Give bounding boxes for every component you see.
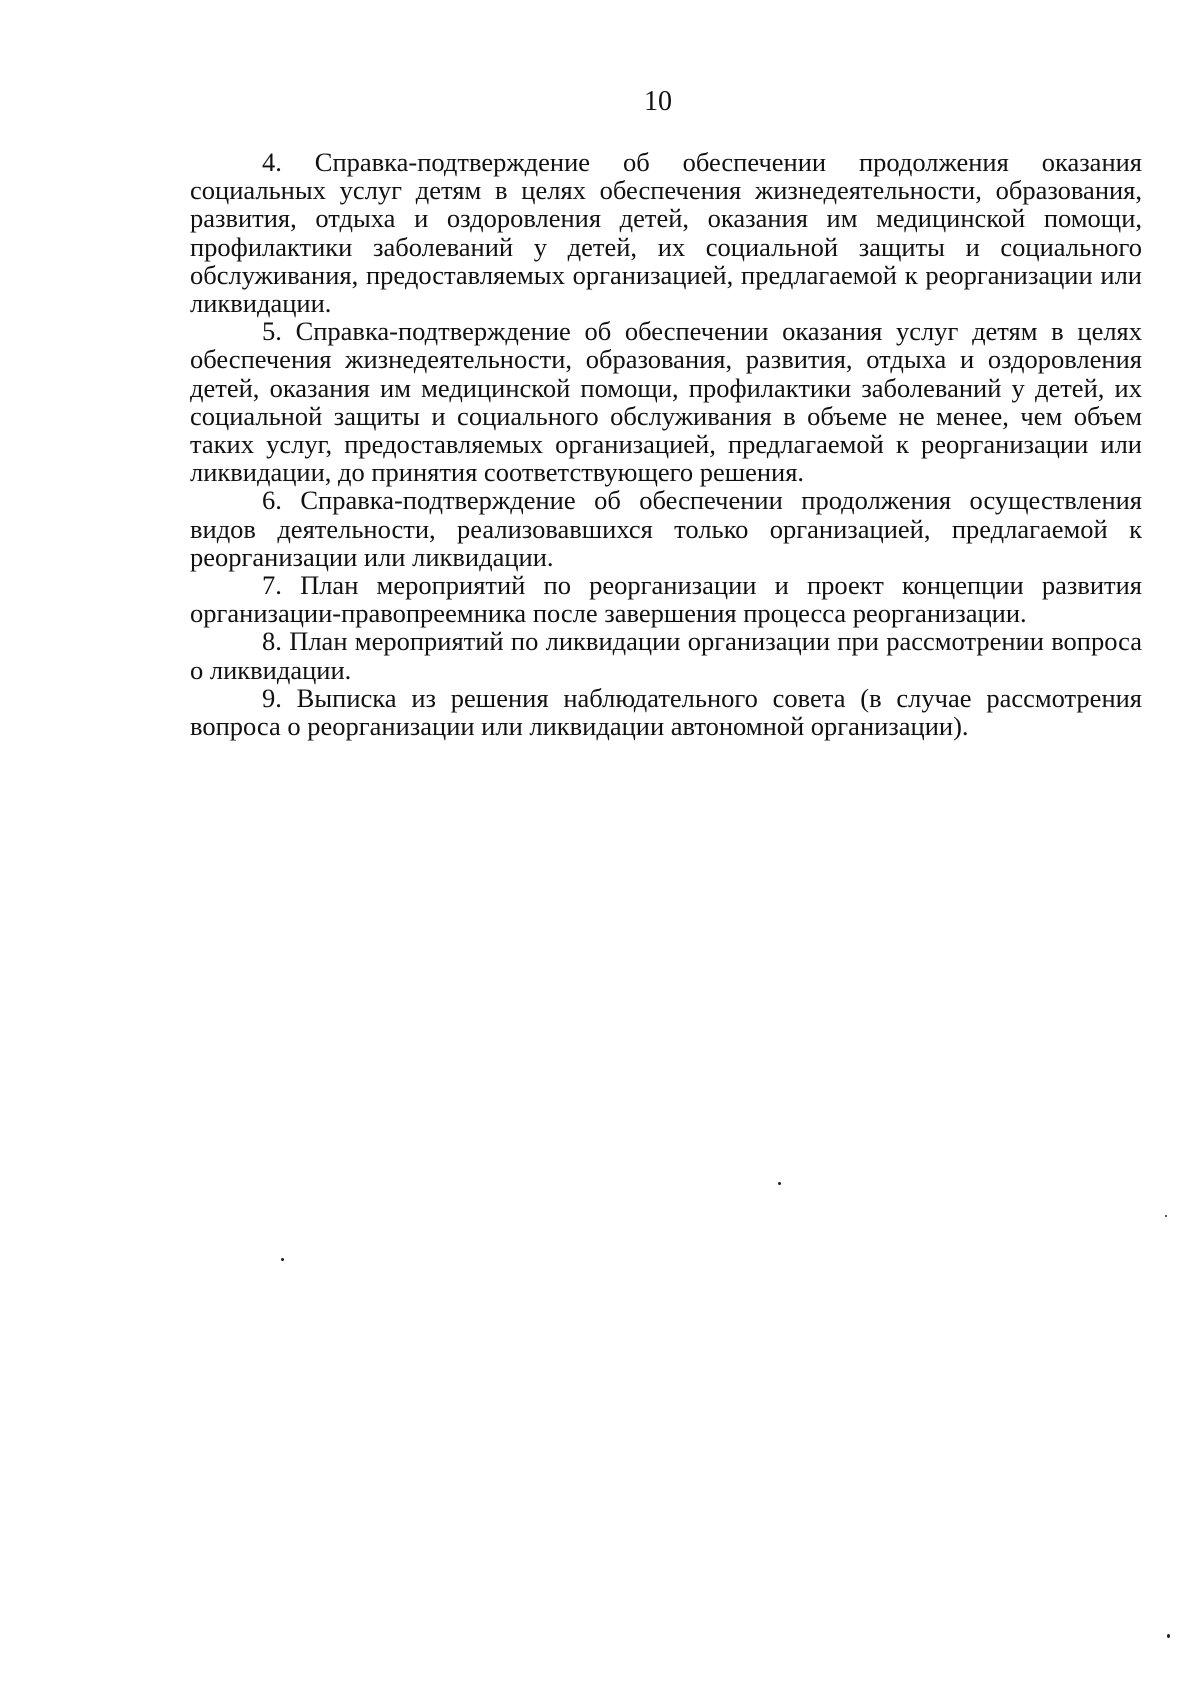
scan-speck (778, 1182, 781, 1185)
paragraph-item-9: 9. Выписка из решения наблюдательного совета (в случае рассмотрения вопроса о реорганизации или ликвидации автономной организации). (190, 682, 1142, 742)
scan-speck (1167, 1634, 1170, 1638)
paragraph-item-4: 4. Справка-подтверждение об обеспечении продолжения оказания социальных услуг детям в целях обеспечения жизнедеятельности, образования, развития, отдыха и оздоровления детей, оказания им медицинской помощи, профилактики заболеваний у детей, их социальной защиты и социального обслуживания, предоставляемых организацией, предлагаемой к реорганизации или ликвидации. (190, 147, 1142, 319)
page-number: 10 (644, 86, 672, 117)
scan-speck (281, 1258, 284, 1261)
paragraph-item-6: 6. Справка-подтверждение об обеспечении продолжения осуществления видов деятельности, реализовавшихся только организацией, предлагаемой к реорганизации или ликвидации. (190, 485, 1142, 572)
paragraph-item-5: 5. Справка-подтверждение об обеспечении оказания услуг детям в целях обеспечения жизнедеятельности, образования, развития, отдыха и оздоровления детей, оказания им медицинской помощи, профилактики заболеваний у детей, их социальной защиты и социального обслуживания в объеме не менее, чем объем таких услуг, предоставляемых организацией, предлагаемой к реорганизации или ликвидации, до принятия соответствующего решения. (190, 316, 1142, 488)
scan-speck (1165, 1215, 1167, 1217)
document-body (190, 148, 1142, 740)
paragraph-item-7: 7. План мероприятий по реорганизации и проект концепции развития организации-правопреемника после завершения процесса реорганизации. (190, 570, 1142, 629)
paragraph-item-8: 8. План мероприятий по ликвидации организации при рассмотрении вопроса о ликвидации. (190, 626, 1142, 685)
